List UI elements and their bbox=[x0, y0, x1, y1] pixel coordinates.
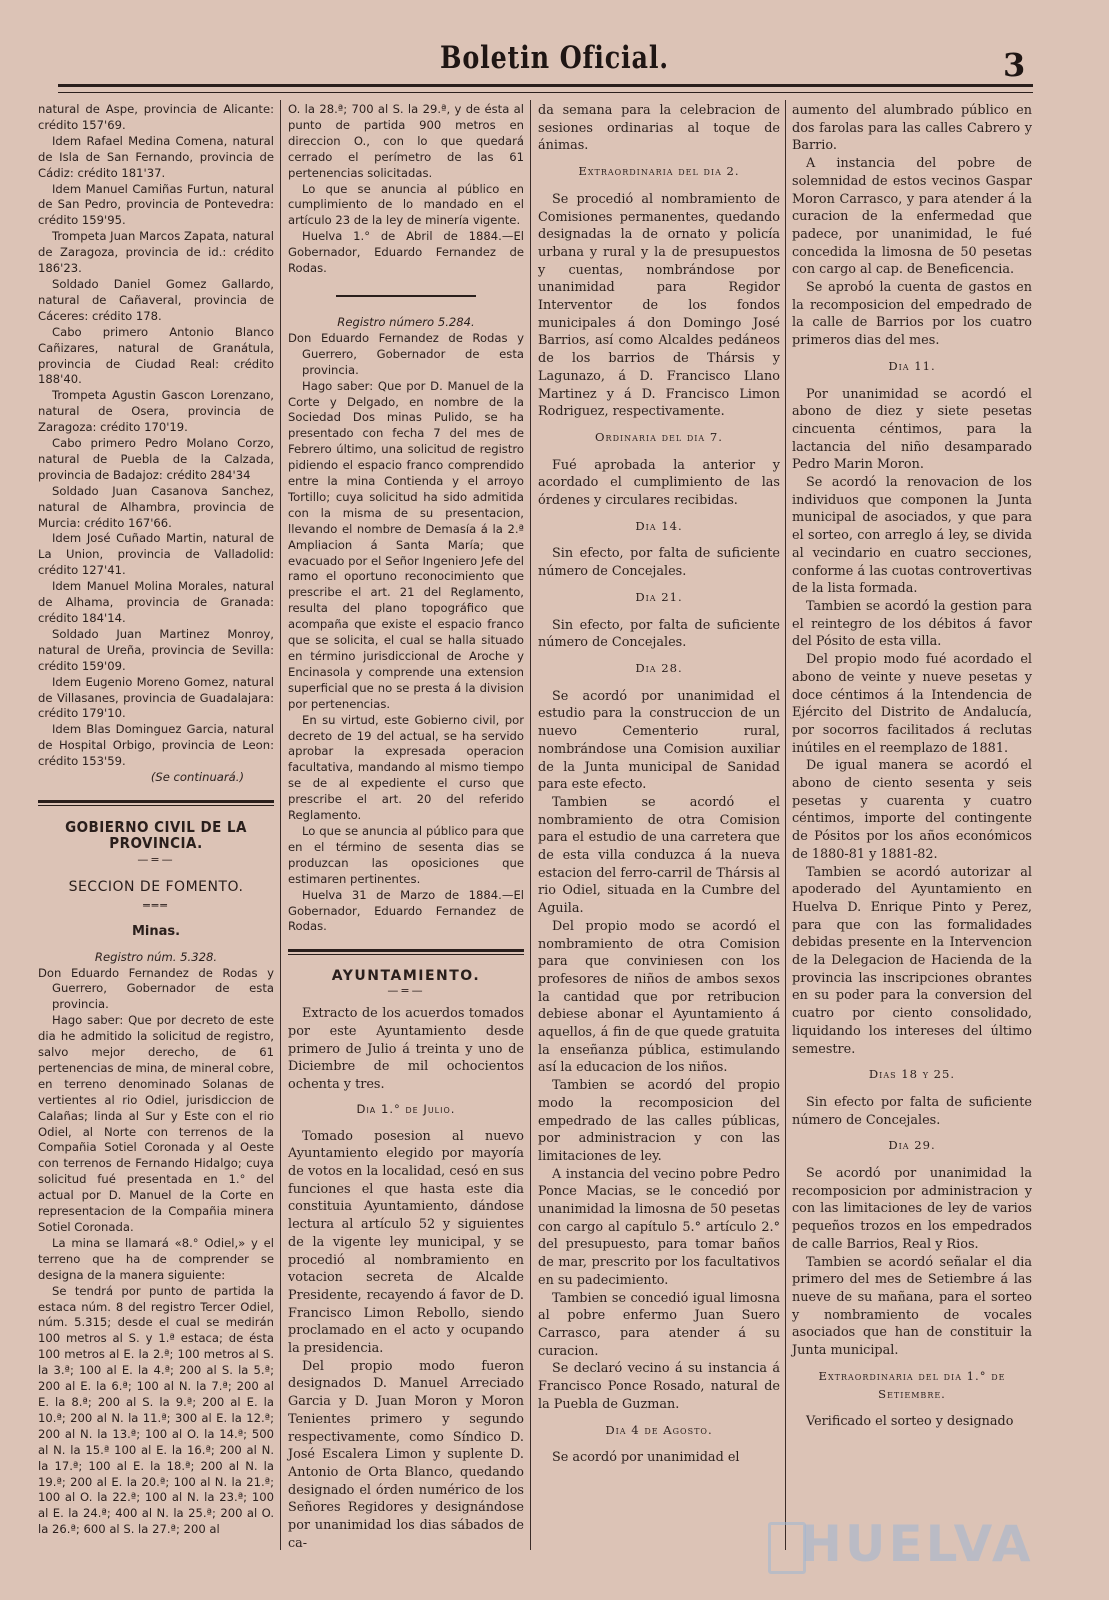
paragraph: Fué aprobada la anterior y acordado el cumplimiento de las órdenes y circulares recibidas. bbox=[538, 457, 780, 509]
paragraph: Hago saber: Que por decreto de este dia he admitido la solicitud de registro, salvo mejor derecho, de 61 pertenencias de mina, de mineral cobre, en terreno denominado Solanas de vertientes al rio Odiel, jurisdiccion de Calañas; linda al Sur y Este con el rio Odiel, al Norte con terrenos de la Compañia Sotiel Coronada y al Oeste con terrenos de Fernando Hidalgo; cuya solicitud fué presentada en 1.° del actual por D. Manuel de la Corte en representacion de la Compañia minera Sotiel Coronada. bbox=[38, 1013, 274, 1234]
session-heading: Dia 21. bbox=[635, 589, 683, 604]
paragraph: Se acordó la renovacion de los individuos que componen la Junta municipal de asociados, y que para el sorteo, con arreglo á ley, se divida al vecindario en cuatro secciones, conforme á las cuotas controvertivas de la lista formada. bbox=[792, 475, 1032, 597]
ornament: ═══ bbox=[143, 898, 169, 912]
credit-entry: Idem Rafael Medina Comena, natural de Isla de San Fernando, provincia de Cádiz: crédito 181'37. bbox=[38, 133, 274, 180]
paragraph: Se acordó por unanimidad el estudio para la construccion de un nuevo Cementerio rural, nombrándose una Comision auxiliar de la Junta municipal de Sanidad para este efecto. bbox=[538, 688, 780, 793]
section-rule bbox=[38, 800, 274, 806]
paragraph: aumento del alumbrado público en dos farolas para las calles Cabrero y Barrio. bbox=[792, 103, 1032, 154]
column-4 bbox=[792, 102, 1032, 1542]
credit-entry: Idem Eugenio Moreno Gomez, natural de Villasanes, provincia de Guadalajara: crédito 179'10. bbox=[38, 674, 274, 721]
credit-entry: Trompeta Agustin Gascon Lorenzano, natural de Osera, provincia de Zaragoza: crédito 170'19. bbox=[38, 388, 274, 435]
paragraph: Del propio modo fueron designados D. Manuel Arreciado Garcia y D. Juan Moron y Moron Tenientes primero y segundo respectivamente, como Síndico D. José Escalera Limon y suplente D. Antonio de Orta Blanco, quedando designado el órden numérico de los Señores Regidores y designándose por unanimidad los dias sábados de ca- bbox=[288, 1358, 524, 1551]
page-number: 3 bbox=[1003, 46, 1026, 84]
continue-note: (Se continuará.) bbox=[150, 770, 244, 785]
credit-entry: Soldado Daniel Gomez Gallardo, natural de Cañaveral, provincia de Cáceres: crédito 178. bbox=[38, 276, 274, 323]
column-divider bbox=[280, 100, 281, 1550]
paragraph: Se acordó por unanimidad el bbox=[552, 1450, 740, 1466]
credit-entry: Idem José Cuñado Martin, natural de La Union, provincia de Valladolid: crédito 127'41. bbox=[38, 531, 274, 578]
seccion-heading: SECCION DE FOMENTO. bbox=[68, 878, 244, 895]
paragraph: Del propio modo fué acordado el abono de veinte y nueve pesetas y doce céntimos á la Intendencia de Ejército del Distrito de Andalucía, por socorros facilitados á reclutas inútiles en el reemplazo de 1881. bbox=[792, 652, 1032, 756]
session-heading: Extraordinaria del dia 2. bbox=[578, 164, 740, 179]
session-heading: Extraordinaria del dia 1.° de Setiembre. bbox=[818, 1368, 1006, 1401]
session-heading: Dia 28. bbox=[635, 660, 683, 675]
paragraph: Se declaró vecino á su instancia á Francisco Ponce Rosado, natural de la Puebla de Guzman. bbox=[538, 1361, 780, 1412]
column-divider bbox=[530, 100, 531, 1550]
ornament: —=— bbox=[387, 984, 425, 998]
paragraph: Extracto de los acuerdos tomados por este Ayuntamiento desde primero de Julio á treinta y uno de Diciembre de mil ochocientos ochenta y tres. bbox=[288, 1006, 524, 1093]
masthead-rule bbox=[58, 84, 1033, 87]
session-heading: Dia 14. bbox=[635, 518, 683, 533]
registro-number: Registro núm. 5.328. bbox=[94, 949, 218, 964]
credit-entry: natural de Aspe, provincia de Alicante: crédito 157'69. bbox=[38, 102, 274, 132]
column-2 bbox=[288, 102, 524, 1551]
registro-intro: Don Eduardo Fernandez de Rodas y Guerrero, Gobernador de esta provincia. bbox=[38, 965, 274, 1012]
paragraph: Verificado el sorteo y designado bbox=[806, 1414, 1014, 1430]
column-divider bbox=[785, 100, 786, 1550]
paragraph: Tambien se acordó la gestion para el reintegro de los débitos á favor del Pósito de esta villa. bbox=[792, 598, 1032, 650]
credit-entry: Idem Manuel Camiñas Furtun, natural de San Pedro, provincia de Pontevedra: crédito 159'95. bbox=[38, 181, 274, 228]
paragraph: A instancia del pobre de solemnidad de estos vecinos Gaspar Moron Carrasco, y para atender á la curacion de la enfermedad que padece, por unanimidad, le fué concedida la limosna de 50 pesetas con cargo al cap. de Beneficencia. bbox=[792, 156, 1032, 278]
paragraph: O. la 28.ª; 700 al S. la 29.ª, y de ésta al punto de partida 900 metros en direccion O., con lo que quedará cerrado el perímetro de las 61 pertenencias solicitadas. bbox=[288, 102, 524, 180]
paragraph: Sin efecto por falta de suficiente número de Concejales. bbox=[792, 1094, 1032, 1128]
signature-line: Huelva 31 de Marzo de 1884.—El Gobernador, Eduardo Fernandez de Rodas. bbox=[288, 887, 524, 934]
signature-line: Huelva 1.° de Abril de 1884.—El Gobernador, Eduardo Fernandez de Rodas. bbox=[288, 229, 524, 276]
ayuntamiento-heading: AYUNTAMIENTO. bbox=[331, 968, 481, 985]
session-heading: Ordinaria del dia 7. bbox=[595, 429, 723, 444]
credit-entry: Idem Manuel Molina Morales, natural de Alhama, provincia de Granada: crédito 184'14. bbox=[38, 579, 274, 625]
credit-entry: Soldado Juan Casanova Sanchez, natural de Alhambra, provincia de Murcia: crédito 167'66. bbox=[38, 483, 274, 530]
session-heading: Dia 29. bbox=[888, 1138, 936, 1153]
paragraph: La mina se llamará «8.° Odiel,» y el terreno que ha de comprender se designa de la manera siguiente: bbox=[38, 1235, 274, 1282]
paragraph: Sin efecto, por falta de suficiente número de Concejales. bbox=[538, 546, 780, 580]
paragraph: Tomado posesion al nuevo Ayuntamiento elegido por mayoría de votos en la localidad, cesó en sus funciones el que hasta este dia constituia Ayuntamiento, dándose lectura al artículo 52 y siguientes de la vigente ley municipal, y se procedió al nombramiento en votacion secreta de Alcalde Presidente, recayendo á favor de D. Francisco Limon Rebollo, siendo proclamado en el acto y ocupando la presidencia. bbox=[288, 1128, 524, 1357]
paragraph: Se acordó por unanimidad la recomposicion por administracion y con las limitaciones de ley de varios pequeños trozos en los empedrados de calle Barrios, Real y Rios. bbox=[792, 1166, 1032, 1252]
masthead-rule-thin bbox=[58, 92, 1033, 93]
credit-entry: Idem Blas Dominguez Garcia, natural de Hospital Orbigo, provincia de Leon: crédito 153'59. bbox=[38, 722, 274, 769]
gobierno-heading: GOBIERNO CIVIL DE LA PROVINCIA. bbox=[65, 817, 247, 852]
paragraph: Tambien se acordó el nombramiento de otra Comision para el estudio de una carretera que de esta villa conduzca á la nueva estacion del ferro-carril de Thársis al rio Odiel, situada en la Cumbre del Aguila. bbox=[538, 794, 780, 917]
registro-intro: Don Eduardo Fernandez de Rodas y Guerrero, Gobernador de esta provincia. bbox=[288, 330, 524, 377]
paragraph: Tambien se acordó del propio modo la recomposicion del empedrado de las calles públicas, por administracion y con las limitaciones de ley. bbox=[538, 1078, 780, 1164]
paragraph: Lo que se anuncia al público para que en el término de sesenta dias se produzcan las oposiciones que estimaren pertinentes. bbox=[288, 823, 524, 886]
session-heading: Dia 11. bbox=[888, 358, 936, 373]
session-heading: Dias 18 y 25. bbox=[868, 1067, 956, 1082]
paragraph: da semana para la celebracion de sesiones ordinarias al toque de ánimas. bbox=[538, 103, 780, 154]
session-heading: Dia 4 de Agosto. bbox=[605, 1422, 713, 1437]
paragraph: A instancia del vecino pobre Pedro Ponce Macias, se le concedió por unanimidad la limosna de 50 pesetas con cargo al capítulo 5.° artículo 2.° del presupuesto, para tomar baños de mar, prescrito por los facultativos en su padecimiento. bbox=[538, 1166, 780, 1288]
credit-entry: Soldado Juan Martinez Monroy, natural de Ureña, provincia de Sevilla: crédito 159'09. bbox=[38, 626, 274, 673]
masthead-title: Boletin Oficial. bbox=[440, 40, 669, 76]
section-rule bbox=[288, 949, 524, 955]
paragraph: Se tendrá por punto de partida la estaca núm. 8 del registro Tercer Odiel, núm. 5.315; desde el cual se medirán 100 metros al S. y 1.ª estaca; de ésta 100 metros al E. la 2.ª; 100 metros al S. la 3.ª; 100 al E. la 4.ª; 200 al S. la 5.ª; 200 al E. la 6.ª; 100 al N. la 7.ª; 200 al E. la 8.ª; 200 al S. la 9.ª; 200 al E. la 10.ª; 200 al N. la 11.ª; 300 al E. la 12.ª; 200 al N. la 13.ª; 100 al O. la 14.ª; 500 al N. la 15.ª 100 al E. la 16.ª; 200 al N. la 17.ª; 100 al E. la 18.ª; 200 al N. la 19.ª; 200 al E. la 20.ª; 100 al N. la 21.ª; 100 al O. la 22.ª; 100 al N. la 23.ª; 100 al E. la 24.ª; 400 al N. la 25.ª; 200 al O. la 26.ª; 600 al S. la 27.ª; 200 al bbox=[38, 1283, 274, 1537]
archive-watermark: HUELVA bbox=[800, 1515, 1034, 1573]
registro-number: Registro número 5.284. bbox=[337, 314, 475, 329]
paragraph: Se aprobó la cuenta de gastos en la recomposicion del empedrado de la calle de Barrios por los cuatro primeros dias del mes. bbox=[792, 280, 1032, 349]
credit-entry: Cabo primero Pedro Molano Corzo, natural de Puebla de la Calzada, provincia de Badajoz: crédito 284'34 bbox=[38, 436, 274, 482]
credit-entry: Cabo primero Antonio Blanco Cañizares, natural de Granátula, provincia de Ciudad Real: crédito 188'40. bbox=[38, 324, 274, 387]
ornament: —=— bbox=[137, 852, 175, 866]
paragraph: De igual manera se acordó el abono de ciento sesenta y seis pesetas y cuarenta y cuatro céntimos, importe del contingente de Pósitos por los años económicos de 1880-81 y 1881-82. bbox=[792, 758, 1032, 862]
column-3 bbox=[538, 102, 780, 1542]
paragraph: Se procedió al nombramiento de Comisiones permanentes, quedando designadas la de ornato y policía urbana y rural y la de presupuestos y cuentas, nombrándose por unanimidad para Regidor Interventor de los fondos municipales á don Domingo José Barrios, así como Alcaldes pedáneos de los barrios de Thársis y Lagunazo, á D. Francisco Llano Martinez y á D. Francisco Limon Rodriguez, respectivamente. bbox=[538, 191, 780, 420]
paragraph: Por unanimidad se acordó el abono de diez y siete pesetas cincuenta céntimos, para la lactancia del niño desamparado Pedro Marin Moron. bbox=[792, 386, 1032, 473]
paragraph: Sin efecto, por falta de suficiente número de Concejales. bbox=[538, 617, 780, 651]
session-heading: Dia 1.° de Julio. bbox=[356, 1101, 456, 1116]
paragraph: Tambien se concedió igual limosna al pobre enfermo Juan Suero Carrasco, para atender á su curacion. bbox=[538, 1290, 780, 1359]
separator-rule bbox=[336, 295, 476, 297]
paragraph: Tambien se acordó señalar el dia primero del mes de Setiembre á las nueve de su mañana, para el sorteo y nombramiento de vocales asociados que han de constituir la Junta municipal. bbox=[792, 1254, 1032, 1359]
credit-entry: Trompeta Juan Marcos Zapata, natural de Zaragoza, provincia de id.: crédito 186'23. bbox=[38, 229, 274, 276]
paragraph: En su virtud, este Gobierno civil, por decreto de 19 del actual, se ha servido aprobar la expresada operacion facultativa, mandando al mismo tiempo se de al expediente el curso que prescribe el art. 20 del referido Reglamento. bbox=[288, 712, 524, 823]
paragraph: Hago saber: Que por D. Manuel de la Corte y Delgado, en nombre de la Sociedad Dos minas Pulido, se ha presentado con fecha 7 del mes de Febrero último, una solicitud de registro pidiendo el espacio franco comprendido entre la mina Contienda y el arroyo Tortillo; cuya solicitud ha sido admitida con la misma de su presentacion, llevando el nombre de Demasía á la 2.ª Ampliacion á Santa María; que evacuado por el Señor Ingeniero Jefe del ramo el oportuno reconocimiento que prescribe el art. 21 del Reglamento, resulta del plano topográfico que acompaña que existe el espacio franco que se solicita, el cual se halla situado en término jurisdiccional de Aroche y Encinasola y comprende una extension superficial que no se presta á la division por pertenencias. bbox=[288, 378, 524, 711]
column-1 bbox=[38, 102, 274, 1542]
paragraph: Del propio modo se acordó el nombramiento de otra Comision para que conviniesen con los profesores de niños de ambos sexos la cantidad que por retribucion debiese abonar el Ayuntamiento á aquellos, á fin de que quede gratuita la enseñanza pública, estimulando así la educacion de los niños. bbox=[538, 918, 780, 1076]
paragraph: Lo que se anuncia al público en cumplimiento de lo mandado en el artículo 23 de la ley de minería vigente. bbox=[288, 181, 524, 228]
paragraph: Tambien se acordó autorizar al apoderado del Ayuntamiento en Huelva D. Enrique Pinto y Perez, para que con las formalidades debidas presente en la Intervencion de la Delegacion de Hacienda de la provincia las inscripciones obrantes en su poder para la conversion del cuatro por ciento consolidado, liquidando los intereses del último semestre. bbox=[792, 864, 1032, 1057]
minas-heading: Minas. bbox=[131, 923, 181, 939]
